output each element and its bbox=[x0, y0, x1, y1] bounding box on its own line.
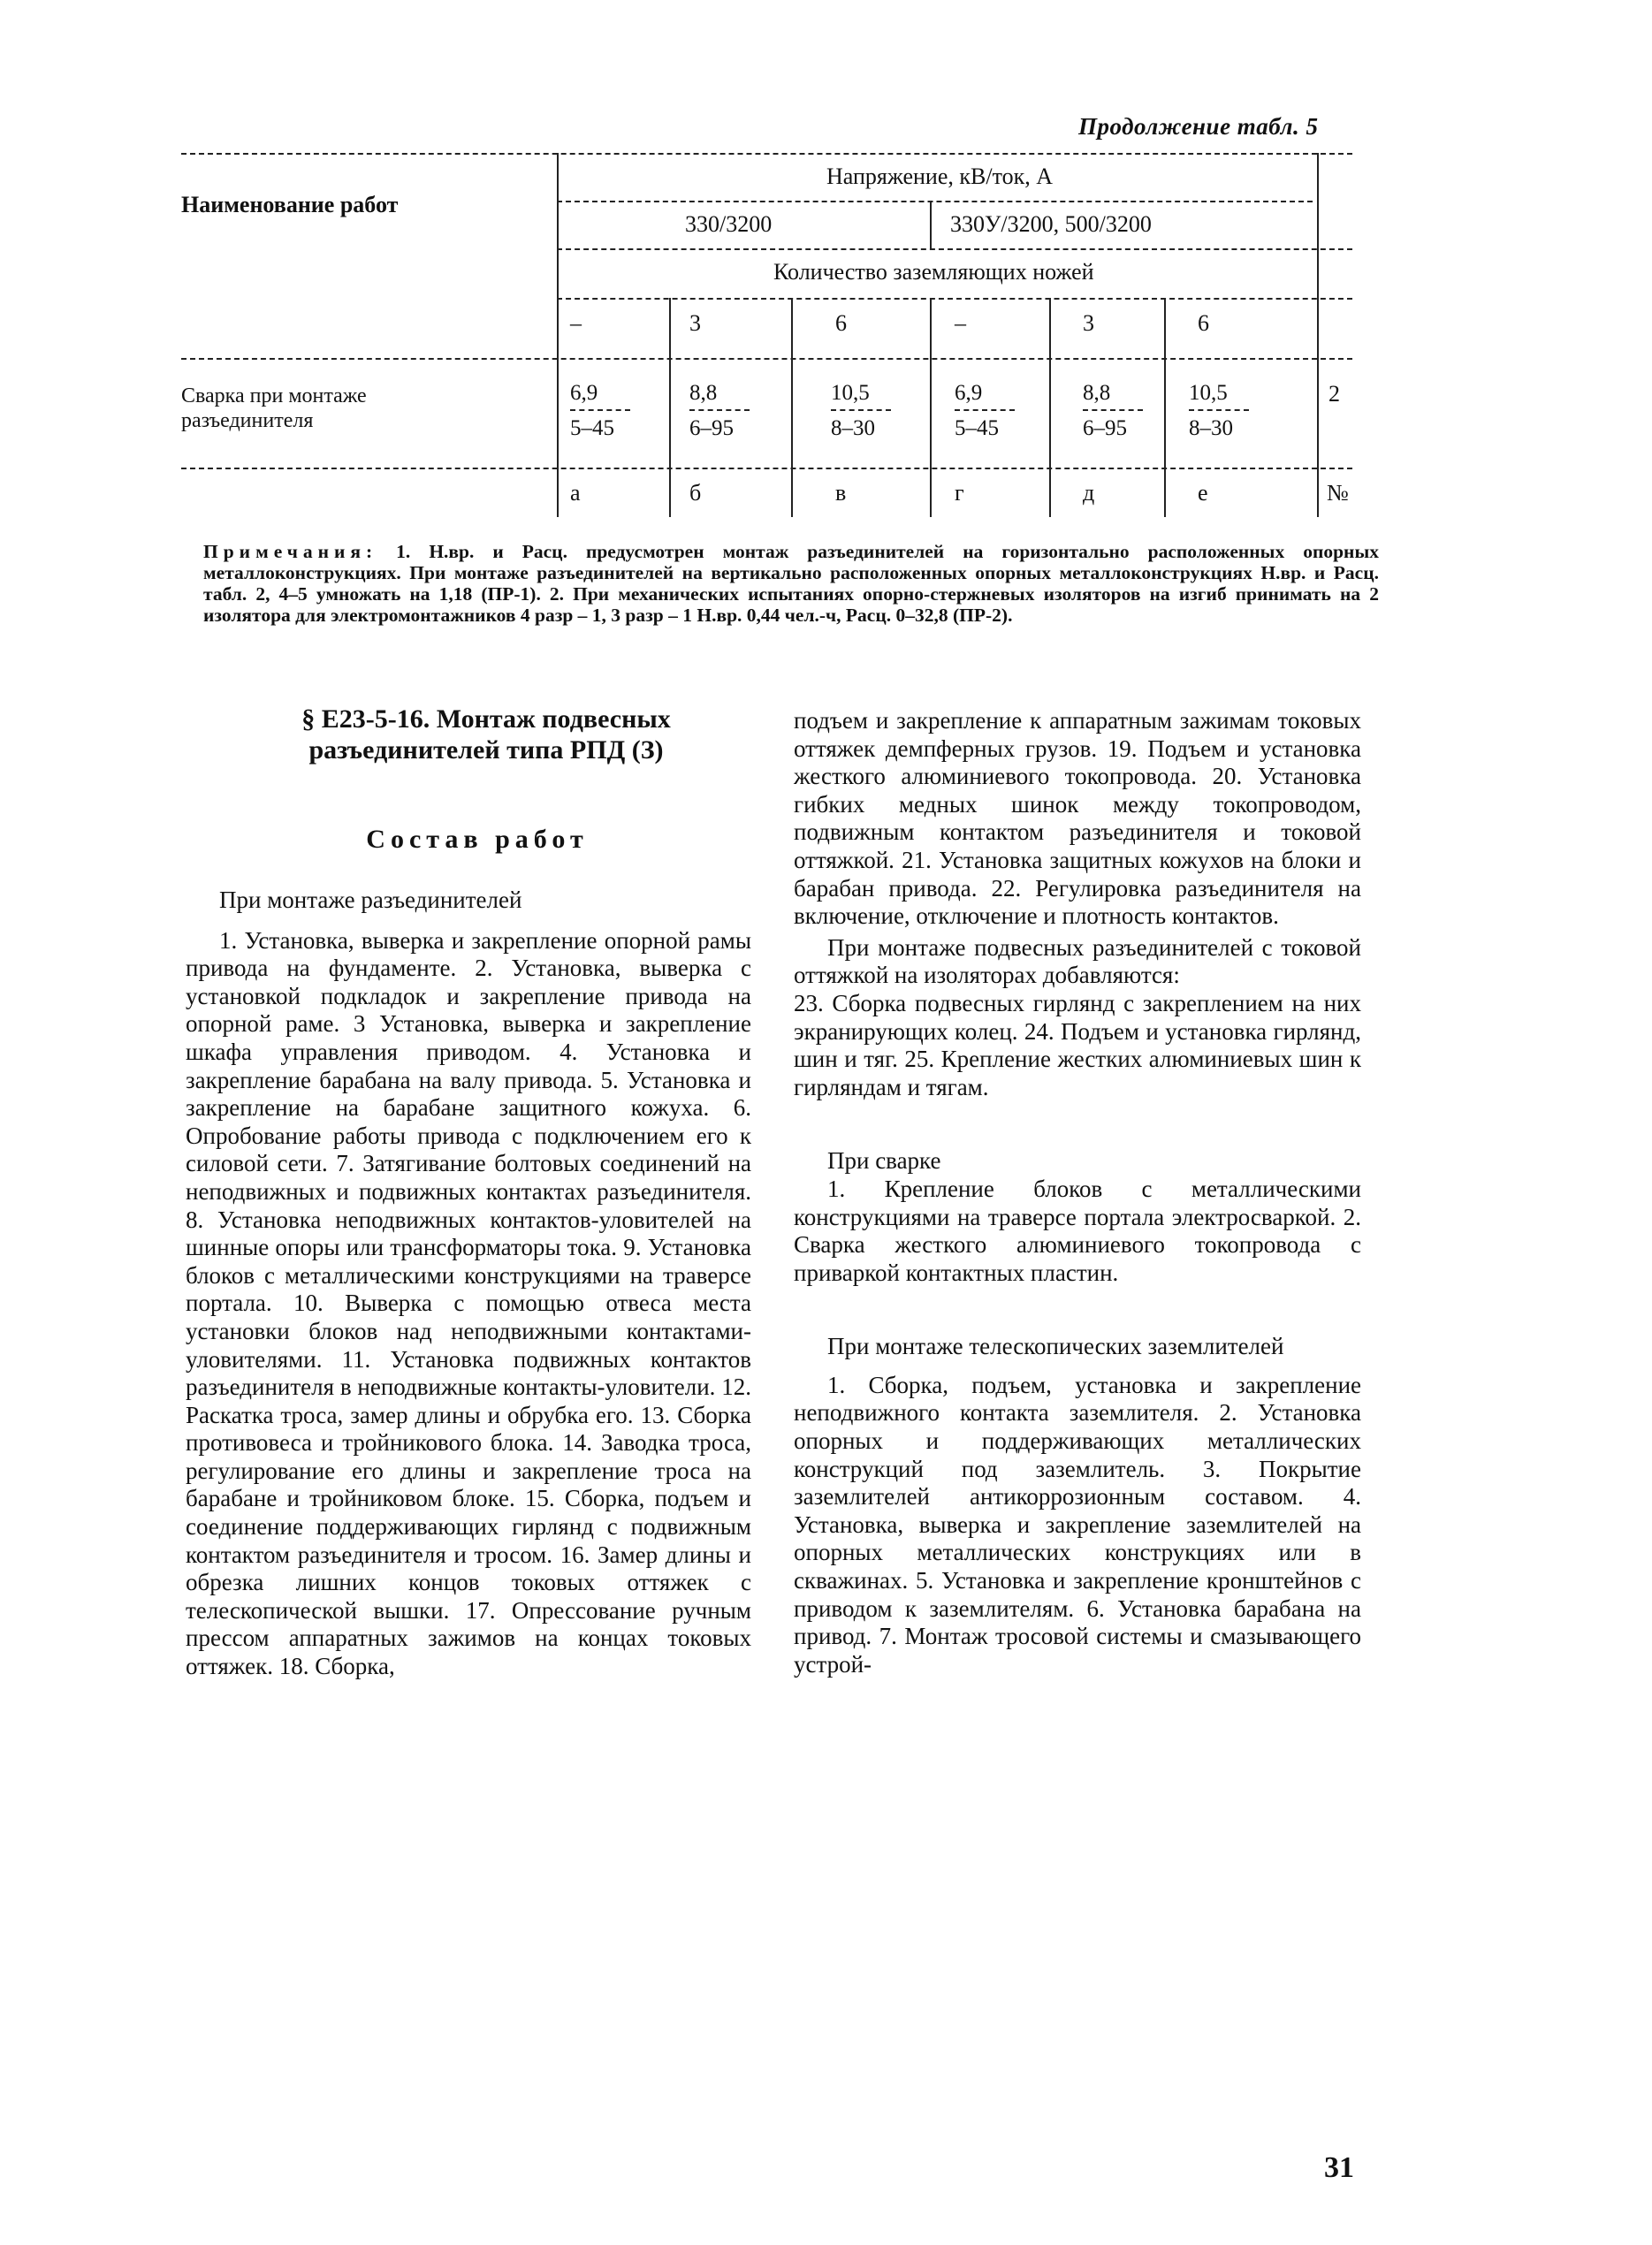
norm-value-a: $\frac{6,9}{5-45}$ bbox=[570, 381, 630, 441]
col-letter: д bbox=[1083, 480, 1095, 506]
voltage-group-header: Напряжение, кВ/ток, А bbox=[826, 164, 1054, 189]
knives-header: Количество заземляющих ножей bbox=[773, 259, 1094, 285]
knives-count: 3 bbox=[1083, 310, 1094, 336]
right-column bbox=[794, 707, 1361, 1678]
right-body-text-3: 23. Сборка подвесных гирлянд с закреплением на них экранирующих колец. 24. Подъем и установка гирлянд, шин и тяг. 25. Крепление жестких алюминиевых шин к гирляндам и тягам. bbox=[794, 989, 1361, 1100]
row-name-line2: разъединителя bbox=[181, 409, 314, 432]
knives-count: 6 bbox=[835, 310, 847, 336]
earth-body-text: 1. Сборка, подъем, установка и закрепление неподвижного контакта заземлителя. 2. Установка опорных и поддерживающих металлических конструкций под заземлитель. 3. Покрытие заземлителей антикоррозионным составом. 4. Установка, выверка и закрепление заземлителей на опорных металлических конструкциях или в скважинах. 5. Установка и закрепление кронштейнов с приводом к заземлителям. 6. Установка барабана на привод. 7. Монтаж тросовой системы и смазывающего устрой- bbox=[794, 1371, 1361, 1678]
num-sign: № bbox=[1327, 480, 1349, 506]
page-number: 31 bbox=[1324, 2151, 1354, 2184]
col-letter: в bbox=[835, 480, 847, 506]
right-body-text-2: При монтаже подвесных разъединителей с токовой оттяжкой на изоляторах добавляются: bbox=[794, 933, 1361, 989]
col-letter: е bbox=[1198, 480, 1208, 506]
col-header-work-name: Наименование работ bbox=[181, 192, 399, 217]
weld-subheading: При сварке bbox=[827, 1147, 941, 1175]
earth-subheading: При монтаже телескопических заземлителей bbox=[827, 1333, 1284, 1360]
left-column bbox=[186, 887, 751, 1681]
knives-count: 3 bbox=[689, 310, 701, 336]
norm-value-b: $\frac{8,8}{6-95}$ bbox=[689, 381, 750, 441]
notes-text: 1. Н.вр. и Расц. предусмотрен монтаж разъединителей на горизонтально расположенных опорных металлоконструкциях. При монтаже разъединителей на вертикально расположенных опорных металлоконструкциях Н.вр. и Расц. табл. 2, 4–5 умножать на 1,18 (ПР-1). 2. При механических испытаниях опорно-стержневых изоляторов на изгиб принимать на 2 изолятора для электромонтажников 4 разр – 1, 3 разр – 1 Н.вр. 0,44 чел.-ч, Расц. 0–32,8 (ПР-2). bbox=[203, 541, 1379, 626]
voltage-header-1: 330/3200 bbox=[685, 211, 773, 237]
left-body-text: 1. Установка, выверка и закрепление опорной рамы привода на фундаменте. 2. Установка, выверка с установкой подкладок и закрепление привода на опорной раме. 3 Установка, выверка и закрепление шкафа управления приводом. 4. Установка и закрепление барабана на валу привода. 5. Установка и закрепление на барабане защитного кожуха. 6. Опробование работы привода с подключением его к силовой сети. 7. Затягивание болтовых соединений на неподвижных и подвижных контактах разъединителя. 8. Установка неподвижных контактов-уловителей на шинные опоры или трансформаторы тока. 9. Установка блоков с металлическими конструкциями на траверсе портала. 10. Выверка с помощью отвеса места установки блоков над неподвижными контактами-уловителями. 11. Установка подвижных контактов разъединителя в неподвижные контакты-уловители. 12. Раскатка троса, замер длины и обрубка его. 13. Сборка противовеса и тройникового блока. 14. Заводка троса, регулирование его длины и закрепление троса на барабане и тройниковом блоке. 15. Сборка, подъем и соединение поддерживающих гирлянд с подвижным контактом разъединителя и тросом. 16. Замер длины и обрезка лишних концов токовых оттяжек с телескопической вышки. 17. Опрессование ручным прессом аппаратных зажимов на концах токовых оттяжек. 18. Сборка, bbox=[186, 926, 751, 1680]
norm-value-e: $\frac{10,5}{8-30}$ bbox=[1189, 381, 1249, 441]
weld-body-text: 1. Крепление блоков с металлическими конструкциями на траверсе портала электросваркой. 2. Сварка жесткого алюминиевого токопровода с приваркой контактных пластин. bbox=[794, 1175, 1361, 1286]
section-title bbox=[256, 704, 716, 765]
col-letter: а bbox=[570, 480, 581, 506]
norm-value-g: $\frac{6,9}{5-45}$ bbox=[955, 381, 1015, 441]
notes-label: Примечания: bbox=[203, 541, 378, 562]
knives-count: 6 bbox=[1198, 310, 1209, 336]
section-title-line2: разъединителей типа РПД (З) bbox=[308, 735, 664, 765]
table-notes bbox=[203, 541, 1379, 626]
knives-count: – bbox=[955, 310, 966, 336]
left-subheading: При монтаже разъединителей bbox=[219, 887, 522, 913]
norm-value-v: $\frac{10,5}{8-30}$ bbox=[831, 381, 891, 441]
row-name-line1: Сварка при монтаже bbox=[181, 384, 367, 407]
knives-count: – bbox=[570, 310, 582, 336]
right-body-text-1: подъем и закрепление к аппаратным зажимам токовых оттяжек демпферных грузов. 19. Подъем и установка жесткого алюминиевого токопровода. 20. Установка гибких медных шинок между токопроводом, подвижным контактом разъединителя и токовой оттяжкой. 21. Установка защитных кожухов на блоки и барабан привода. 22. Регулировка разъединителя на включение, отключение и плотность контактов. bbox=[794, 707, 1361, 930]
row-number: 2 bbox=[1328, 381, 1340, 407]
voltage-header-2: 330У/3200, 500/3200 bbox=[950, 211, 1152, 237]
table-continuation-label: Продолжение табл. 5 bbox=[1078, 113, 1319, 140]
col-letter: б bbox=[689, 480, 702, 506]
col-letter: г bbox=[955, 480, 964, 506]
norm-value-d: $\frac{8,8}{6-95}$ bbox=[1083, 381, 1143, 441]
section-title-line1: § Е23-5-16. Монтаж подвесных bbox=[301, 704, 671, 734]
composition-heading: Состав работ bbox=[366, 825, 589, 854]
norms-table bbox=[181, 146, 1352, 517]
